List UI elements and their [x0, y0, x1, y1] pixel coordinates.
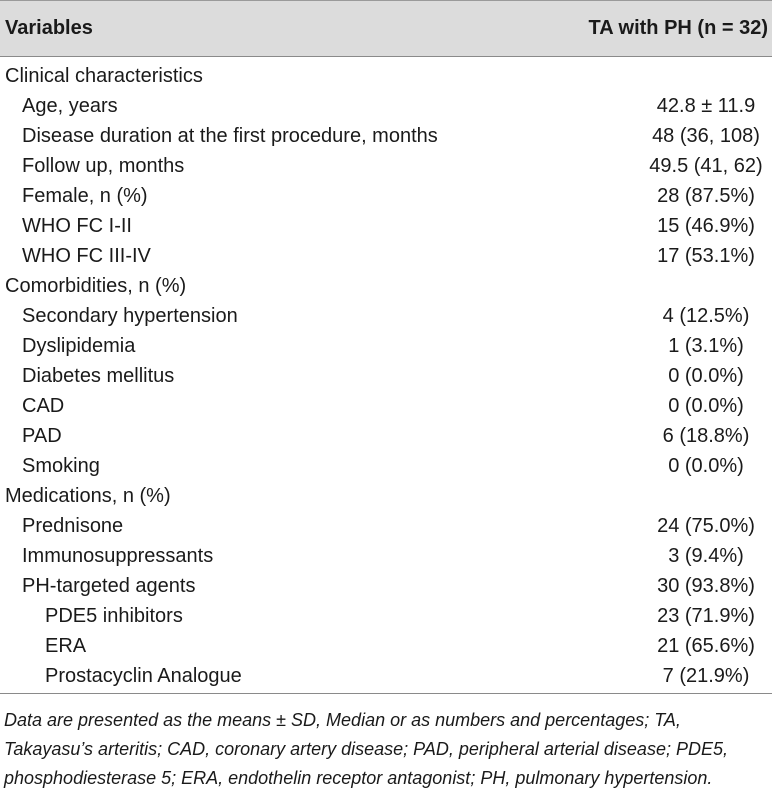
row-value: 28 (87.5%) [657, 185, 755, 207]
table-row [0, 391, 772, 421]
row-label: Prostacyclin Analogue [0, 661, 520, 694]
row-label: Secondary hypertension [22, 305, 238, 327]
section-label: Medications, n (%) [5, 485, 171, 507]
table-row [0, 301, 772, 331]
row-label: Immunosuppressants [22, 545, 214, 567]
table-row [0, 331, 772, 361]
table-footnote: Data are presented as the means ± SD, Median or as numbers and percentages; TA, Takayasu’s arteritis; CAD, coronary artery disease; PAD, peripheral arterial disease; PDE5, phosphodiesterase 5; ERA, endothelin receptor antagonist; PH, pulmonary hypertension. [4, 710, 728, 788]
table-row [0, 181, 772, 211]
table-row [0, 421, 772, 451]
table-row [0, 541, 772, 571]
row-value: 7 (21.9%) [520, 661, 772, 694]
table-row [0, 151, 772, 181]
row-value: 24 (75.0%) [657, 515, 755, 537]
table-row [0, 511, 772, 541]
row-value: 49.5 (41, 62) [649, 155, 763, 177]
row-label: Female, n (%) [22, 185, 148, 207]
row-value: 3 (9.4%) [668, 545, 744, 567]
row-value: 0 (0.0%) [668, 395, 744, 417]
table-row [0, 211, 772, 241]
table-row [0, 601, 772, 631]
table-row [0, 571, 772, 601]
row-value: 0 (0.0%) [668, 455, 744, 477]
row-value: 15 (46.9%) [657, 215, 755, 237]
table-row [0, 661, 772, 694]
header-group: TA with PH (n = 32) [520, 1, 772, 57]
header-variables: Variables [0, 1, 520, 57]
table-row [0, 271, 772, 301]
table-row [0, 241, 772, 271]
row-label: PAD [22, 425, 62, 447]
row-value [520, 481, 772, 511]
row-value: 6 (18.8%) [662, 425, 750, 447]
row-label: Disease duration at the first procedure, months [22, 125, 438, 147]
table-row [0, 91, 772, 121]
table-header [0, 1, 772, 57]
row-label: Prednisone [22, 515, 124, 537]
row-label: Diabetes mellitus [22, 365, 175, 387]
row-label: Follow up, months [22, 155, 185, 177]
table-row [0, 57, 772, 92]
table-body [0, 57, 772, 694]
row-value: 0 (0.0%) [668, 365, 744, 387]
row-value: 23 (71.9%) [657, 605, 755, 627]
row-label: PDE5 inhibitors [45, 605, 183, 627]
table-row [0, 481, 772, 511]
row-label: Dyslipidemia [22, 335, 136, 357]
section-label: Comorbidities, n (%) [5, 275, 187, 297]
row-label: WHO FC III-IV [22, 245, 151, 267]
row-value: 30 (93.8%) [657, 575, 755, 597]
row-value: 48 (36, 108) [652, 125, 760, 147]
row-label: WHO FC I-II [22, 215, 132, 237]
row-label: Age, years [22, 95, 118, 117]
table-row [0, 361, 772, 391]
section-label: Clinical characteristics [5, 65, 203, 87]
row-value: 1 (3.1%) [668, 335, 744, 357]
table-row [0, 631, 772, 661]
header-row [0, 1, 772, 57]
row-label: Smoking [22, 455, 100, 477]
row-label: PH-targeted agents [22, 575, 196, 597]
row-value: 17 (53.1%) [657, 245, 755, 267]
row-value [520, 57, 772, 92]
row-value: 42.8 ± 11.9 [656, 95, 756, 117]
row-label: ERA [45, 635, 87, 657]
row-value [520, 271, 772, 301]
table-row [0, 121, 772, 151]
row-label: CAD [22, 395, 65, 417]
table-row [0, 451, 772, 481]
row-value: 21 (65.6%) [657, 635, 755, 657]
row-value: 4 (12.5%) [662, 305, 750, 327]
